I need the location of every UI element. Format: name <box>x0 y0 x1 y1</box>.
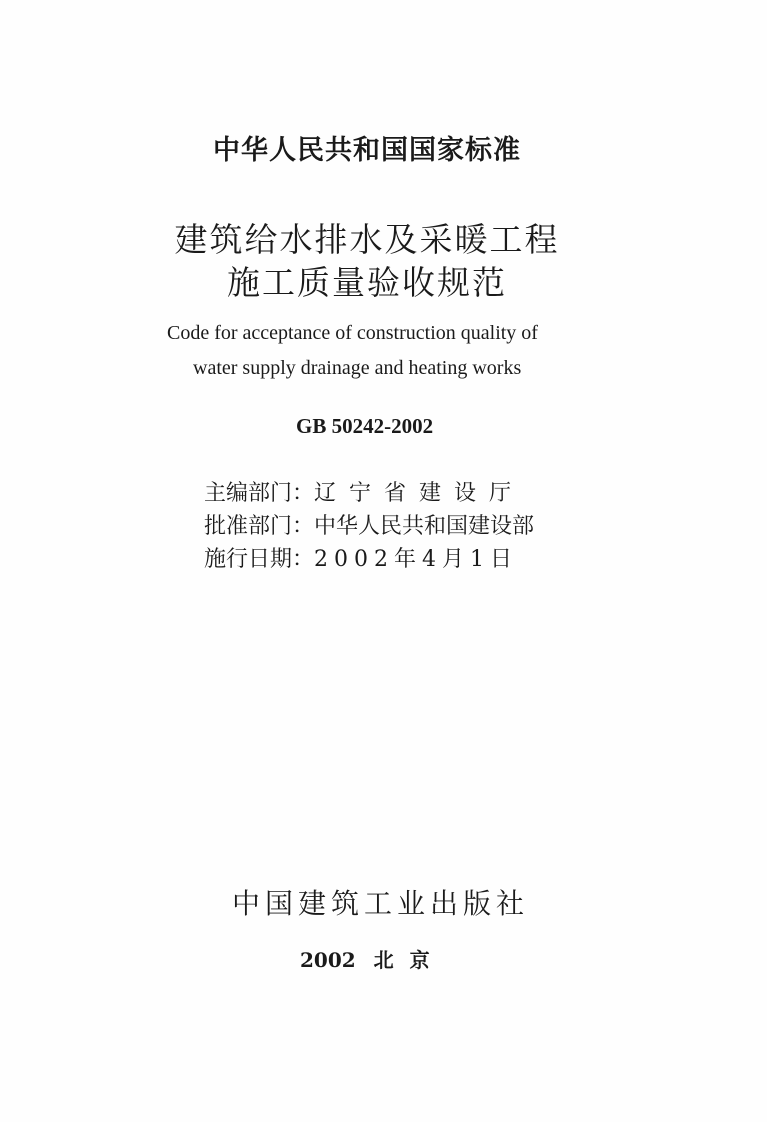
document-title-line-2: 施工质量验收规范 <box>227 263 507 302</box>
english-title-line-2: water supply drainage and heating works <box>193 357 522 379</box>
effective-date-label: 施行日期： <box>204 547 315 572</box>
document-title-line-1: 建筑给水排水及采暖工程 <box>174 220 560 259</box>
standard-code: GB 50242-2002 <box>296 414 434 438</box>
publication-year: 2002 <box>300 948 356 972</box>
editor-value: 辽宁省建设厅 <box>314 481 525 506</box>
approver-label: 批准部门： <box>204 514 315 539</box>
approver-value: 中华人民共和国建设部 <box>314 514 535 539</box>
english-title-line-1: Code for acceptance of construction quality of <box>167 322 538 344</box>
standard-type-heading: 中华人民共和国国家标准 <box>213 135 521 166</box>
publication-info <box>300 944 446 973</box>
publisher-name: 中国建筑工业出版社 <box>232 887 530 920</box>
publication-city: 北京 <box>373 948 446 972</box>
effective-date-row <box>204 542 518 573</box>
editor-row <box>204 476 524 507</box>
effective-date-value: 2002年4月1日 <box>314 547 518 572</box>
approver-row <box>204 509 534 540</box>
editor-label: 主编部门： <box>204 481 315 506</box>
